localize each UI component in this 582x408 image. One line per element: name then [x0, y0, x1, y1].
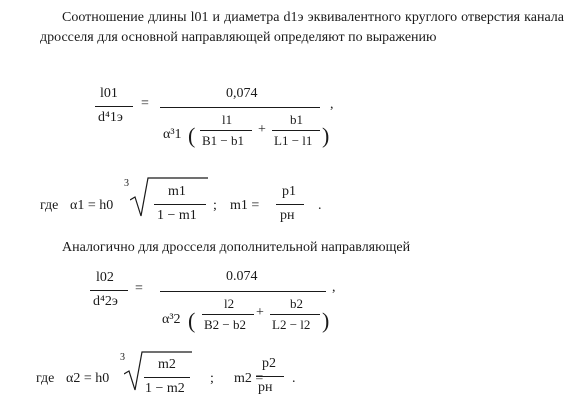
f2-inner2-denominator: L2 − l2: [272, 317, 311, 332]
f2-inner1-bar: [202, 314, 254, 315]
w2-end-period: .: [292, 371, 296, 386]
w2-gde: где: [36, 371, 55, 386]
f2-main-bar: [160, 291, 326, 292]
f2-equals: =: [135, 281, 143, 296]
w1-m-numerator: p1: [282, 184, 296, 199]
f1-open-paren: (: [188, 123, 196, 148]
f1-alpha: α³1: [163, 127, 182, 142]
f1-plus: +: [258, 122, 266, 137]
f1-equals: =: [141, 96, 149, 111]
f2-lhs-denominator: d⁴2э: [93, 294, 118, 309]
f2-inner2-bar: [270, 314, 320, 315]
f1-trailing-comma: ,: [330, 97, 334, 112]
w1-m-denominator: pн: [280, 208, 295, 223]
f1-lhs-numerator: l01: [100, 86, 118, 101]
w1-root-denominator: 1 − m1: [157, 208, 197, 223]
w2-m-numerator: p2: [262, 356, 276, 371]
f1-lhs-bar: [95, 106, 133, 107]
f1-inner1-denominator: B1 − b1: [202, 133, 245, 148]
f1-inner2-numerator: b1: [290, 112, 303, 127]
f1-inner1-numerator: l1: [222, 112, 233, 127]
f1-inner1-bar: [200, 130, 252, 131]
analog-paragraph: Аналогично для дросселя дополнительной направляющей: [62, 240, 411, 255]
w1-root-numerator: m1: [168, 184, 186, 199]
f2-numerator: 0.074: [226, 269, 258, 284]
f1-lhs-denominator: d⁴1э: [98, 110, 123, 125]
w2-root-index: 3: [120, 352, 125, 363]
f2-inner2-numerator: b2: [290, 296, 303, 311]
w1-separator: ;: [213, 198, 217, 213]
f2-lhs-numerator: l02: [96, 270, 114, 285]
f1-inner2-denominator: L1 − l1: [274, 133, 313, 148]
w1-gde: где: [40, 198, 59, 213]
f2-close-paren: ): [322, 308, 330, 333]
w2-root-bar: [144, 377, 190, 378]
w1-root-bar: [154, 204, 206, 205]
w2-m-bar: [256, 376, 284, 377]
w2-separator: ;: [210, 371, 214, 386]
f1-numerator: 0,074: [226, 86, 258, 101]
f1-close-paren: ): [322, 123, 330, 148]
f2-inner1-denominator: B2 − b2: [204, 317, 247, 332]
f1-inner2-bar: [272, 130, 320, 131]
f2-plus: +: [256, 305, 264, 320]
f2-lhs-bar: [90, 290, 128, 291]
f1-main-bar: [160, 107, 320, 108]
w2-m-denominator: pн: [258, 380, 273, 395]
w1-m-def: m1 =: [230, 198, 260, 213]
w1-end-period: .: [318, 198, 322, 213]
w1-m-bar: [276, 204, 304, 205]
w1-alpha-def: α1 = h0: [70, 198, 114, 213]
intro-paragraph: Соотношение длины l01 и диаметра d1э эквивалентного круглого отверстия канала дросселя для основной направляющей определяют по выражению: [40, 10, 564, 45]
w2-root-numerator: m2: [158, 357, 176, 372]
w2-m-def: m2 =: [234, 371, 264, 386]
f2-inner2-numerator-l: l2: [224, 296, 235, 311]
f2-trailing-comma: ,: [332, 280, 336, 295]
w1-root-index: 3: [124, 178, 129, 189]
w2-root-denominator: 1 − m2: [145, 381, 185, 396]
f2-alpha: α³2: [162, 312, 181, 327]
w2-alpha-def: α2 = h0: [66, 371, 110, 386]
f2-open-paren: (: [188, 308, 196, 333]
